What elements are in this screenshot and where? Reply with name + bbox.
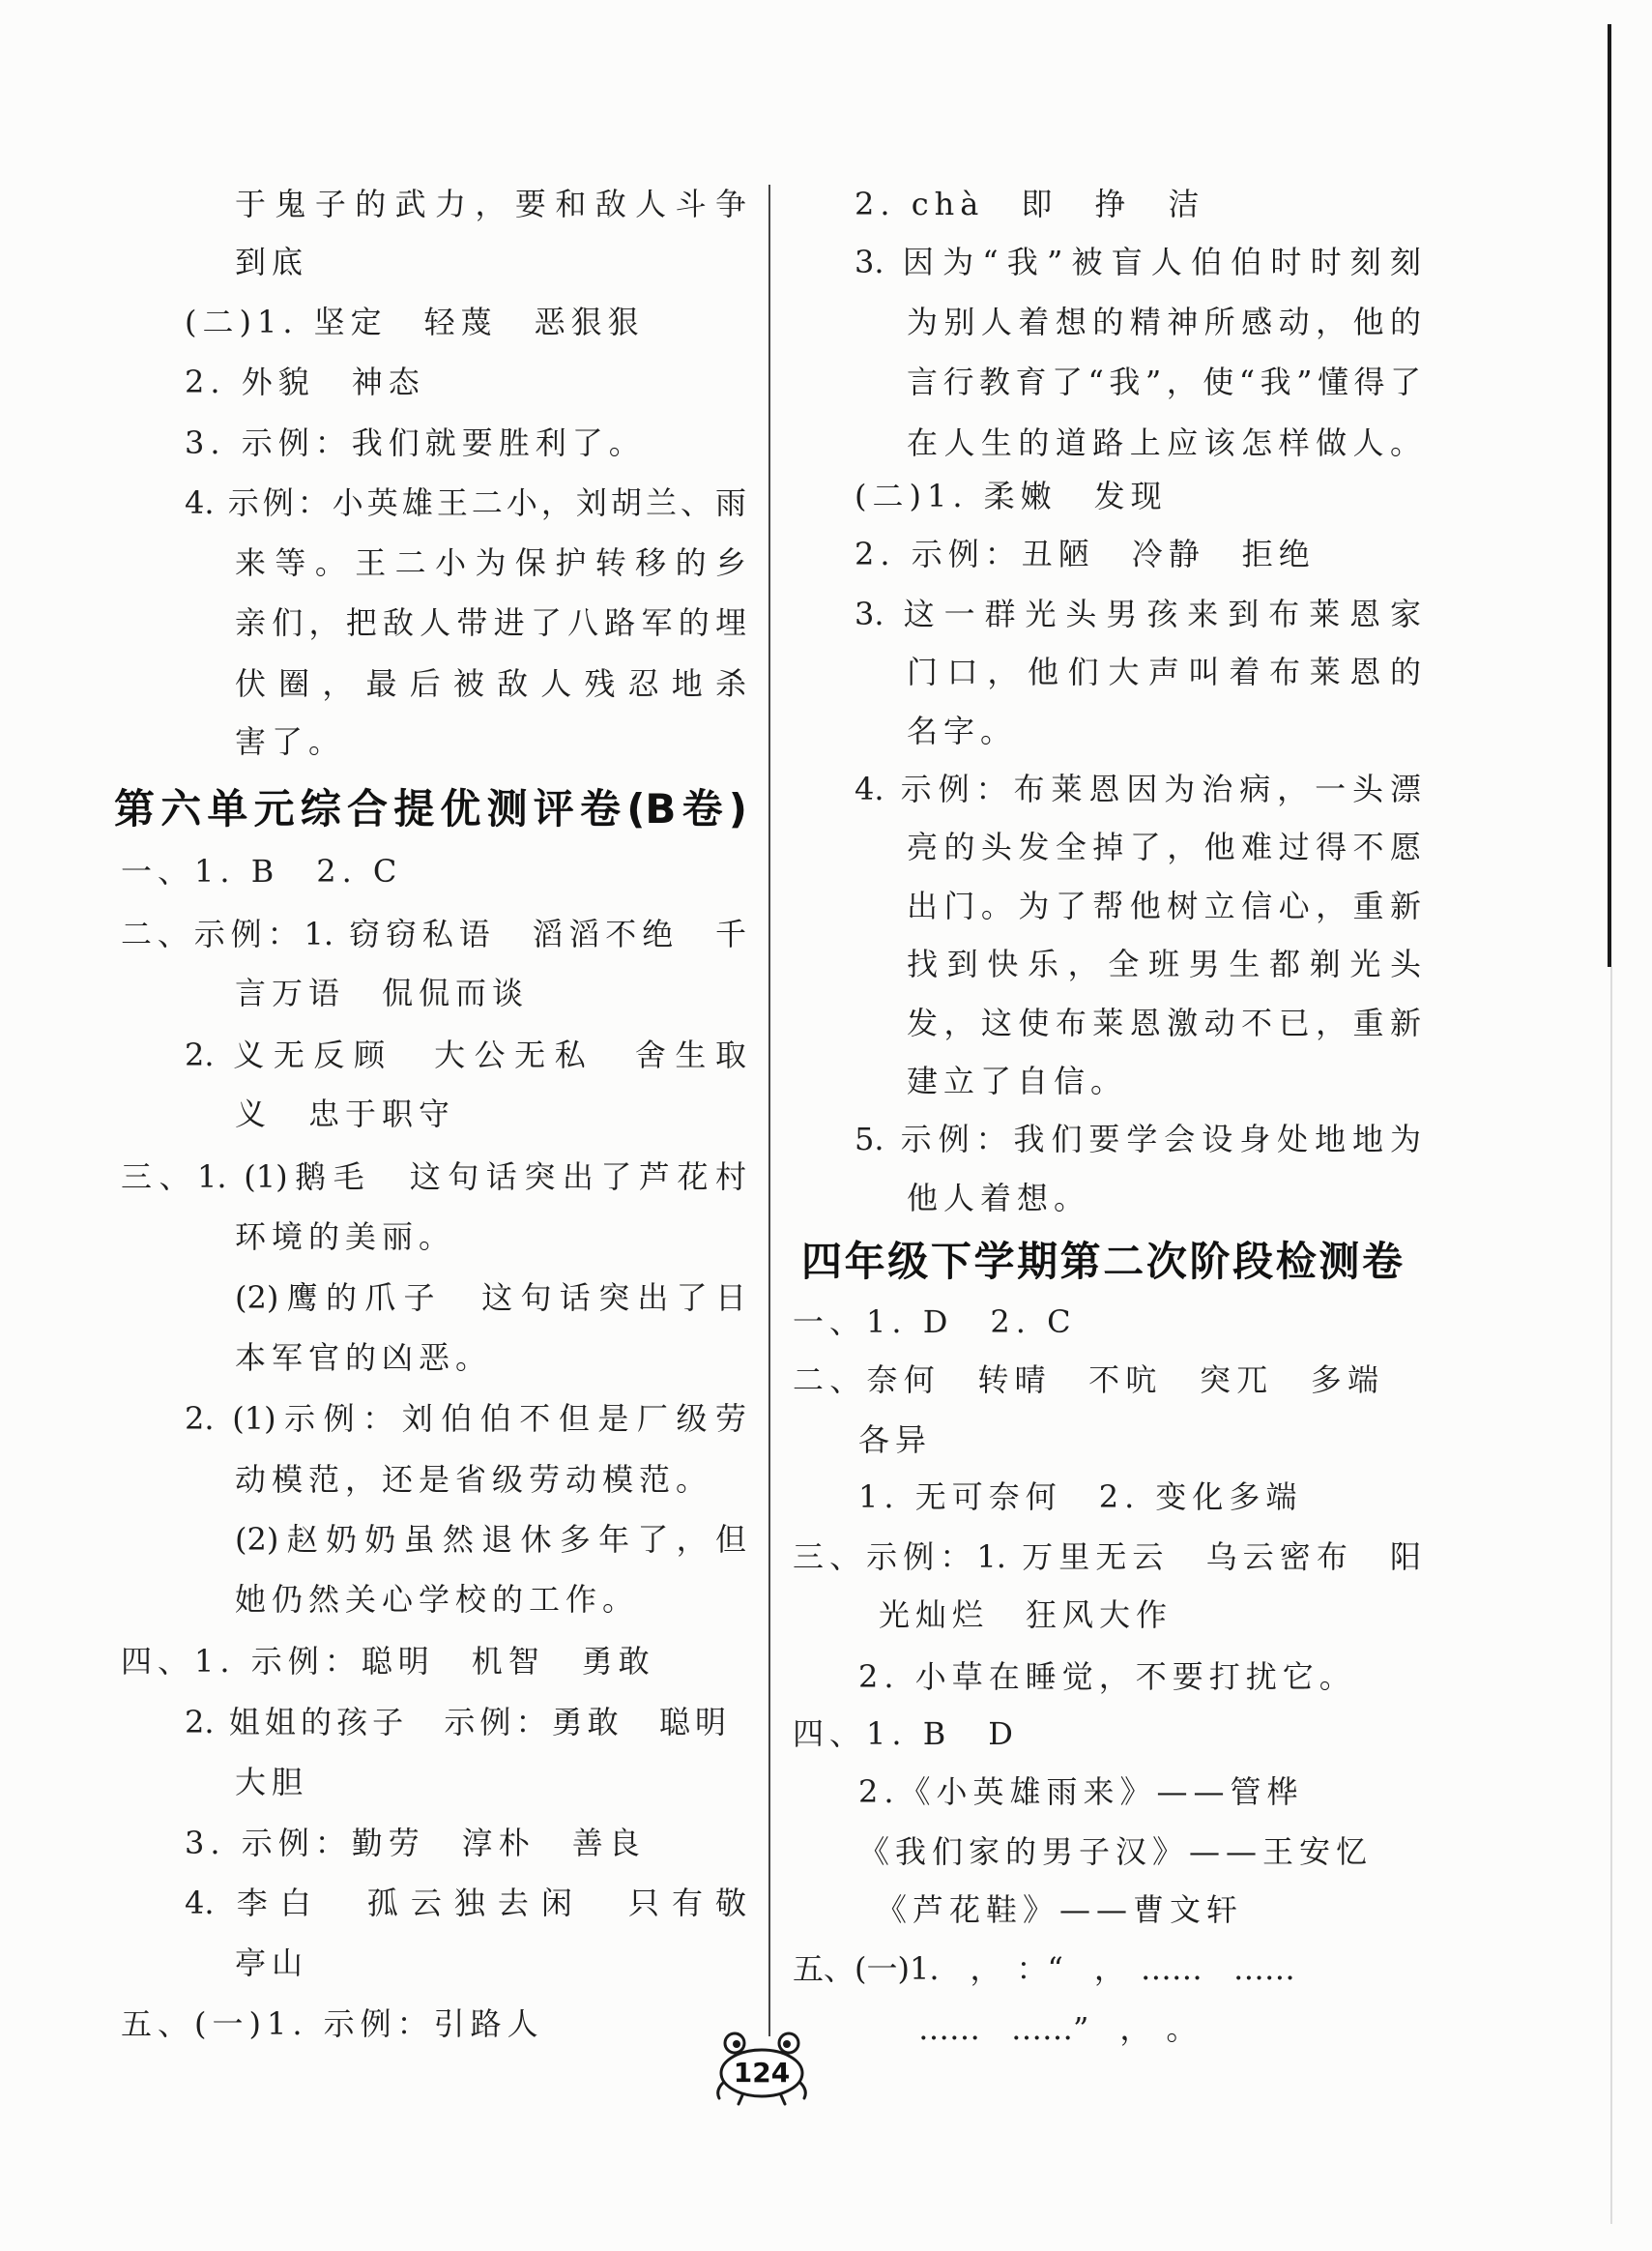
answer-line: 3. 示例：我们就要胜利了。 [185, 424, 646, 461]
section-heading-stage-test: 四年级下学期第二次阶段检测卷 [801, 1238, 1403, 1285]
answer-line: 建立了自信。 [907, 1063, 1128, 1099]
answer-line: 一、1. B 2. C [121, 853, 403, 890]
answer-line: 4. 示例：布莱恩因为治病，一头漂 [855, 771, 1421, 807]
answer-line: 来等。王二小为保护转移的乡 [235, 544, 746, 581]
answer-line: 大胆 [235, 1764, 309, 1800]
answer-line: 2. 姐姐的孩子 示例：勇敢 聪明 [185, 1704, 726, 1740]
answer-line: 光灿烂 狂风大作 [879, 1596, 1174, 1633]
answer-line: 二、奈何 转晴 不吭 突兀 多端 [793, 1361, 1378, 1398]
answer-line: 找到快乐，全班男生都剃光头 [907, 946, 1421, 982]
answer-line: 2. chà 即 挣 洁 [855, 186, 1205, 222]
answer-line: 言行教育了“我”，使“我”懂得了 [907, 364, 1421, 400]
answer-line: (2)赵奶奶虽然退休多年了，但 [235, 1521, 746, 1558]
answer-line: (2)鹰的爪子 这句话突出了日 [235, 1279, 746, 1316]
answer-line: 3. 因为“我”被盲人伯伯时时刻刻 [855, 244, 1421, 280]
answer-line: 在人生的道路上应该怎样做人。 [907, 424, 1421, 461]
section-heading-unit-six: 第六单元综合提优测评卷(B卷) [114, 785, 747, 833]
answer-line: 他人着想。 [907, 1180, 1091, 1216]
page-number-badge [713, 2027, 810, 2108]
answer-line: 言万语 侃侃而谈 [235, 975, 530, 1011]
answer-line: 五、(一)1. 示例：引路人 [121, 2005, 544, 2042]
answer-line: 为别人着想的精神所感动，他的 [907, 304, 1421, 340]
answer-line: 2. 外貌 神态 [185, 364, 425, 400]
answer-line: 义 忠于职守 [235, 1096, 456, 1132]
answer-line: 于鬼子的武力，要和敌人斗争 [235, 186, 746, 222]
answer-line: 1. 无可奈何 2. 变化多端 [858, 1478, 1303, 1515]
answer-line: 一、1. D 2. C [793, 1303, 1077, 1340]
answer-line: 亭山 [235, 1944, 309, 1981]
answer-line: 亮的头发全掉了，他难过得不愿 [907, 829, 1421, 865]
answer-line: 出门。为了帮他树立信心，重新 [907, 888, 1421, 924]
answer-line: 环境的美丽。 [235, 1218, 456, 1255]
answer-line: 4. 示例：小英雄王二小，刘胡兰、雨 [185, 484, 746, 521]
answer-line: 2. (1)示例：刘伯伯不但是厂级劳 [185, 1400, 746, 1437]
answer-line: 她仍然关心学校的工作。 [235, 1581, 640, 1618]
answer-line: (二)1. 柔嫩 发现 [855, 478, 1168, 514]
answer-line: 本军官的凶恶。 [235, 1339, 493, 1376]
answer-line: 三、1. (1)鹅毛 这句话突出了芦花村 [121, 1158, 746, 1195]
answer-line: 五、(一)1. ， ：“ ， …… …… [793, 1950, 1295, 1987]
answer-line: 2. 示例：丑陋 冷静 拒绝 [855, 536, 1316, 572]
answer-line: 发，这使布莱恩激动不已，重新 [907, 1005, 1421, 1041]
answer-line: 5. 示例：我们要学会设身处地地为 [855, 1121, 1421, 1157]
answer-line: 3. 示例：勤劳 淳朴 善良 [185, 1825, 646, 1861]
answer-line: 到底 [235, 244, 309, 280]
answer-line: 2.《小英雄雨来》——管桦 [858, 1773, 1304, 1810]
page-number: 124 [733, 2057, 791, 2089]
answer-line: 四、1. B D [793, 1715, 1019, 1752]
answer-line: …… ……” ， 。 [918, 2010, 1198, 2047]
answer-line: 门口，他们大声叫着布莱恩的 [907, 654, 1421, 690]
answer-line: 亲们，把敌人带进了八路军的埋 [235, 604, 746, 641]
answer-line: 3. 这一群光头男孩来到布莱恩家 [855, 596, 1421, 632]
answer-line: 2. 义无反顾 大公无私 舍生取 [185, 1037, 746, 1073]
answer-line: 各异 [858, 1421, 933, 1458]
answer-line: 动模范，还是省级劳动模范。 [235, 1461, 713, 1498]
answer-line: 二、示例：1. 窃窃私语 滔滔不绝 千 [121, 916, 746, 952]
answer-line: 三、示例：1. 万里无云 乌云密布 阳 [793, 1538, 1421, 1575]
answer-line: 4. 李白 孤云独去闲 只有敬 [185, 1885, 746, 1921]
answer-line: 名字。 [907, 713, 1018, 749]
answer-line: 害了。 [235, 723, 346, 760]
answer-line: 四、1. 示例：聪明 机智 勇敢 [121, 1643, 655, 1680]
answer-line: 《我们家的男子汉》——王安忆 [858, 1833, 1374, 1870]
answer-line: 伏圈，最后被敌人残忍地杀 [235, 665, 746, 702]
answer-line: 《芦花鞋》——曹文轩 [876, 1891, 1244, 1928]
answer-line: 2. 小草在睡觉，不要打扰它。 [858, 1658, 1356, 1695]
answer-line: (二)1. 坚定 轻蔑 恶狠狠 [185, 304, 645, 340]
